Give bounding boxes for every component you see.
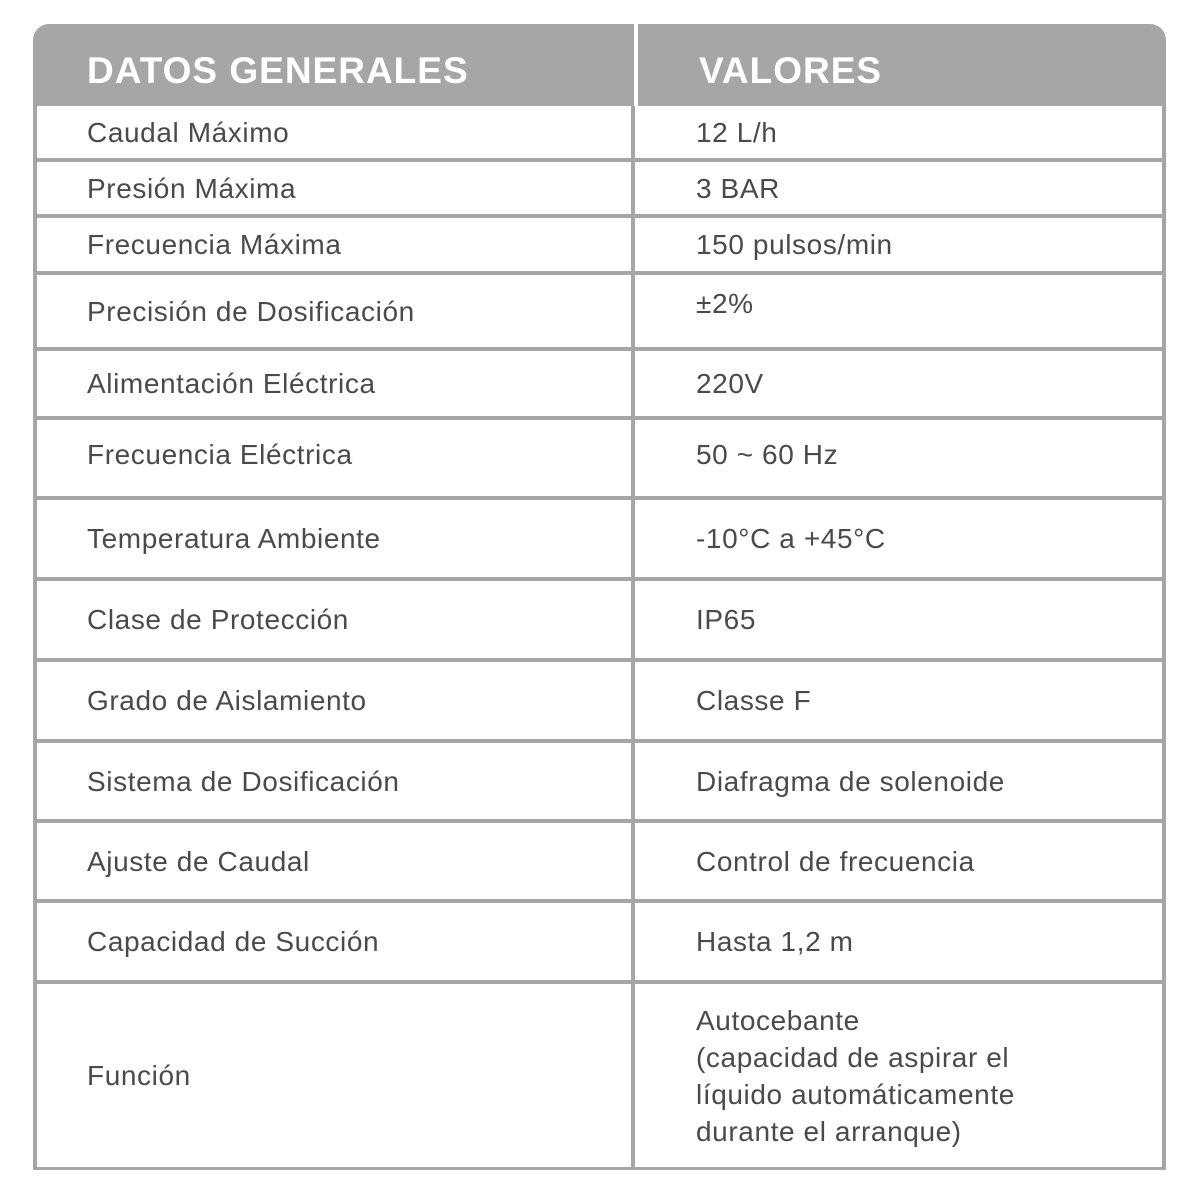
row-value: IP65	[696, 604, 756, 635]
row-label: Función	[37, 984, 635, 1167]
row-label: Sistema de Dosificación	[37, 743, 635, 819]
row-value: Classe F	[696, 685, 812, 716]
row-label: Alimentación Eléctrica	[37, 351, 635, 416]
table-row	[37, 106, 1162, 162]
table-row	[37, 420, 1162, 500]
table-row	[37, 581, 1162, 662]
header-divider	[634, 24, 638, 106]
row-value: Hasta 1,2 m	[696, 926, 854, 957]
row-label: Precisión de Dosificación	[37, 275, 635, 347]
row-value: Control de frecuencia	[696, 845, 975, 877]
row-value: 50 ~ 60 Hz	[696, 439, 839, 470]
row-value: 150 pulsos/min	[696, 229, 893, 260]
header-datos-generales: DATOS GENERALES	[87, 50, 469, 91]
row-label: Presión Máxima	[37, 162, 635, 214]
row-label: Frecuencia Eléctrica	[37, 420, 635, 496]
table-header	[33, 24, 1166, 106]
table-row	[37, 662, 1162, 743]
row-value-line: durante el arranque)	[696, 1115, 962, 1147]
row-label: Grado de Aislamiento	[37, 662, 635, 739]
row-value-line: líquido automáticamente	[696, 1078, 1015, 1110]
table-row	[37, 275, 1162, 351]
row-value-line: (capacidad de aspirar el	[696, 1041, 1010, 1073]
table-row	[37, 162, 1162, 218]
row-value: 220V	[696, 368, 764, 399]
row-value: 3 BAR	[696, 172, 780, 204]
table-row	[37, 903, 1162, 984]
row-value: Diafragma de solenoide	[696, 765, 1005, 797]
row-value-multiline	[635, 984, 1162, 1167]
table-row	[37, 500, 1162, 581]
row-label: Ajuste de Caudal	[37, 823, 635, 899]
row-value: ±2%	[696, 288, 754, 319]
row-label: Capacidad de Succión	[37, 903, 635, 980]
table-row	[37, 823, 1162, 903]
row-label: Frecuencia Máxima	[37, 218, 635, 271]
row-label: Caudal Máximo	[37, 106, 635, 158]
table-body	[33, 106, 1166, 1170]
table-row	[37, 218, 1162, 275]
row-label: Clase de Protección	[37, 581, 635, 658]
header-valores: VALORES	[699, 50, 883, 91]
table-row	[37, 351, 1162, 420]
row-value-line: Autocebante	[696, 1004, 860, 1036]
spec-table	[33, 24, 1166, 1170]
table-row	[37, 743, 1162, 823]
row-value: 12 L/h	[696, 116, 778, 148]
row-value: -10°C a +45°C	[696, 523, 886, 554]
table-row	[37, 984, 1162, 1170]
row-label: Temperatura Ambiente	[37, 500, 635, 577]
